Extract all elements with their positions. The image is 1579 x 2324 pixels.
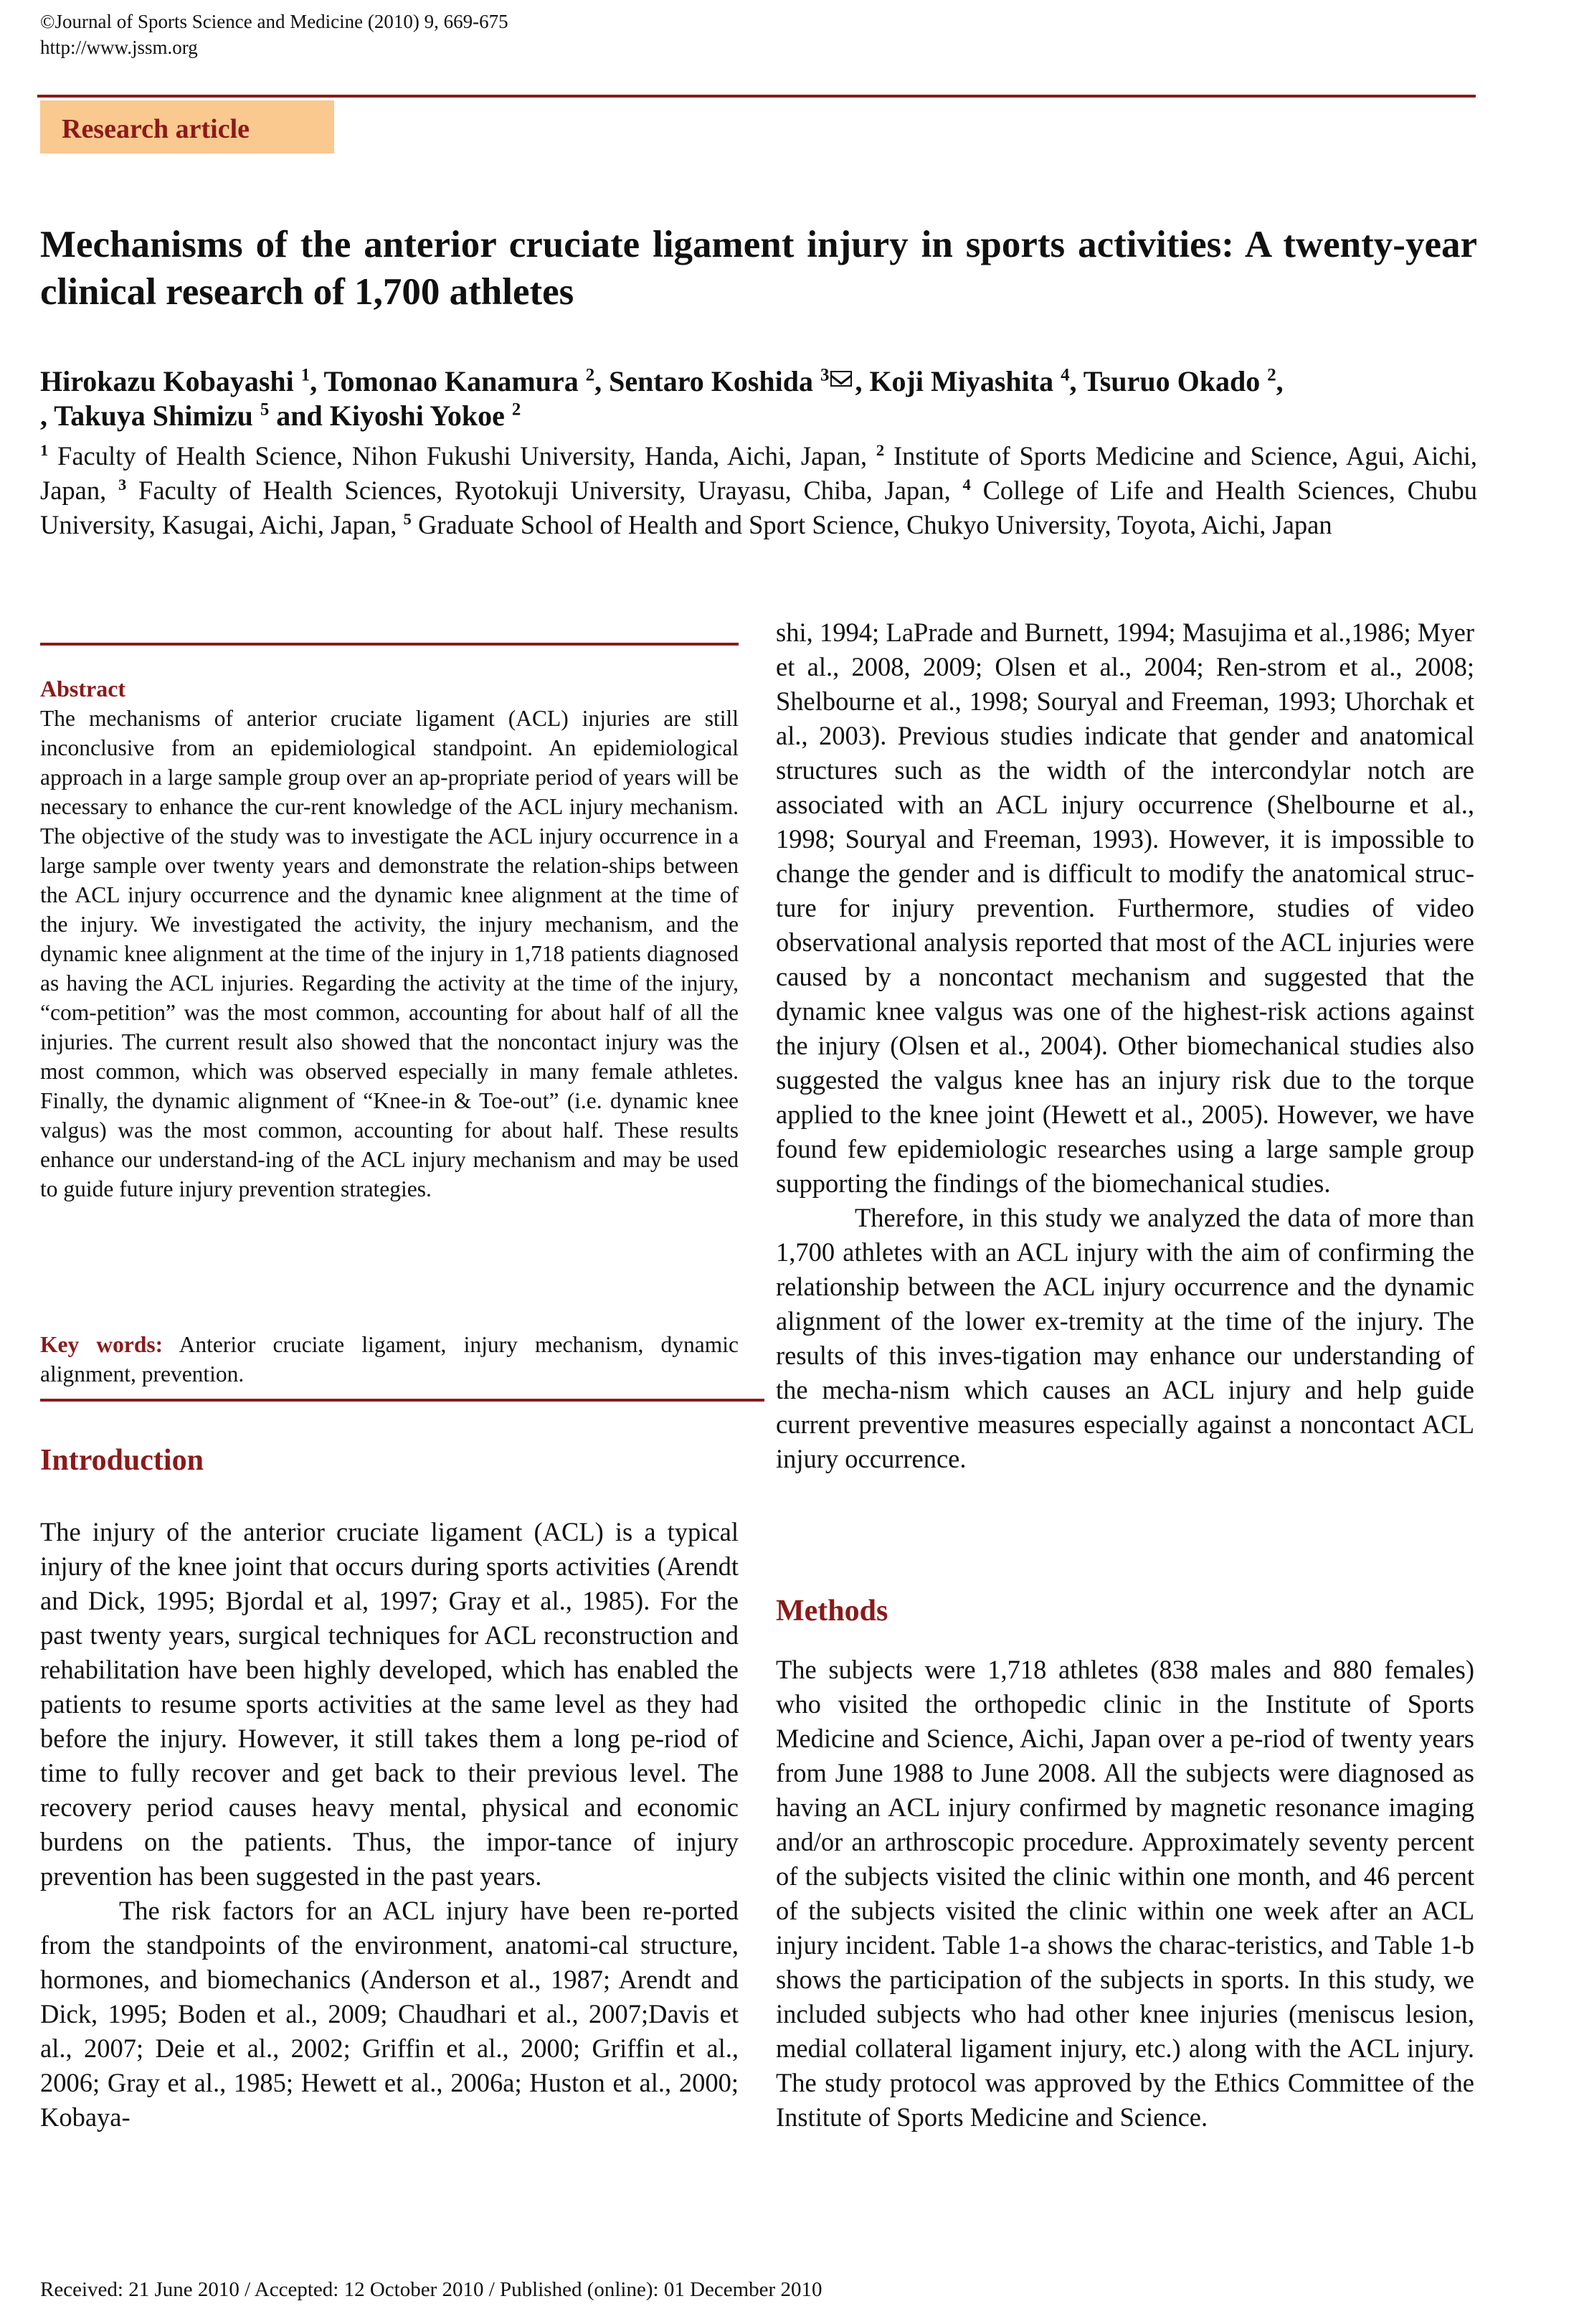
author-affiliation-number: 5 — [260, 400, 270, 420]
introduction-right-column — [776, 615, 1474, 1476]
affiliation-text: Faculty of Health Sciences, Ryotokuji University, Urayasu, Chiba, Japan, — [126, 476, 963, 505]
journal-url[interactable]: http://www.jssm.org — [40, 37, 198, 58]
paragraph: The risk factors for an ACL injury have been re-ported from the standpoints of the environment, anatomi-cal structure, hormones, and biomechanics (Anderson et al., 1987; Arendt and Dick, 1995; Boden et al., 2009; Chaudhari et al., 2007;Davis et al., 2007; Deie et al., 2002; Griffin et al., 2000; Griffin et al., 2006; Gray et al., 1985; Hewett et al., 2006a; Huston et al., 2000; Kobaya- — [40, 1896, 739, 2132]
article-type-badge — [40, 100, 334, 153]
author-name: Hirokazu Kobayashi — [40, 365, 294, 397]
abstract-bottom-rule — [40, 1399, 764, 1402]
abstract-top-rule — [40, 643, 739, 646]
paragraph: shi, 1994; LaPrade and Burnett, 1994; Masujima et al.,1986; Myer et al., 2008, 2009; Olsen et al., 2004; Ren-strom et al., 2008; Shelbourne et al., 1998; Souryal and Freeman, 1993; Uhorchak et al., 2003). Previous studies indicate that gender and anatomical structures such as the width of the intercondylar notch are associated with an ACL injury occurrence (Shelbourne et al., 1998; Souryal and Freeman, 1993). However, it is impossible to change the gender and is difficult to modify the anatomical struc-ture for injury prevention. Furthermore, studies of video observational analysis reported that most of the ACL injuries were caused by a noncontact mechanism and suggested that the dynamic knee valgus was one of the highest-risk actions against the injury (Olsen et al., 2004). Other biomechanical studies also suggested the valgus knee has an injury risk due to the torque applied to the knee joint (Hewett et al., 2005). However, we have found few epidemiologic researches using a large sample group supporting the findings of the biomechanical studies. — [776, 618, 1474, 1198]
methods-column — [776, 1653, 1474, 2135]
affiliation-number: 4 — [962, 475, 971, 493]
methods-heading: Methods — [776, 1595, 888, 1628]
author-name: , Sentaro Koshida — [594, 365, 814, 397]
affiliation-text: Institute of Sports Medicine and Science, Agui, Aichi, Japan, — [40, 441, 1478, 505]
abstract — [40, 674, 739, 1204]
paragraph: Therefore, in this study we analyzed the data of more than 1,700 athletes with an ACL injury with the aim of confirming the relationship between the ACL injury occurrence and the dynamic alignment of the lower ex-tremity at the time of the injury. The results of this inves-tigation may enhance our understanding of the mecha-nism which causes an ACL injury and help guide current preventive measures especially against a noncontact ACL injury occurrence. — [776, 1203, 1474, 1473]
paragraph: The injury of the anterior cruciate ligament (ACL) is a typical injury of the knee joint that occurs during sports activities (Arendt and Dick, 1995; Bjordal et al, 1997; Gray et al., 1985). For the past twenty years, surgical techniques for ACL reconstruction and rehabilitation have been highly developed, which has enabled the patients to resume sports activities at the same level as they had before the injury. However, it still takes them a long pe-riod of time to fully recover and get back to their previous level. The recovery period causes heavy mental, physical and economic burdens on the patients. Thus, the impor-tance of injury prevention has been suggested in the past years. — [40, 1517, 739, 1891]
keywords — [40, 1330, 739, 1389]
affiliation-number: 2 — [876, 440, 885, 459]
keywords-label: Key words: — [40, 1332, 163, 1357]
affiliation-number: 5 — [403, 509, 412, 528]
affiliation-number: 1 — [40, 440, 49, 459]
author-name: , Tomonao Kanamura — [310, 365, 579, 397]
affiliation-text: Graduate School of Health and Sport Science, Chukyo University, Toyota, Aichi, Japan — [411, 510, 1332, 539]
introduction-heading: Introduction — [40, 1444, 204, 1477]
abstract-heading: Abstract — [40, 676, 126, 702]
author-name: , Takuya Shimizu — [40, 400, 253, 432]
author-name: , Tsuruo Okado — [1069, 365, 1261, 397]
author-affiliation-number: 2 — [1267, 365, 1276, 385]
author-name: and Kiyoshi Yokoe — [269, 400, 505, 432]
publication-dates: Received: 21 June 2010 / Accepted: 12 October 2010 / Published (online): 01 December 2010 — [40, 2278, 822, 2301]
header-rule — [37, 95, 1476, 98]
badge-label: Research article — [62, 114, 250, 144]
author-list: Hirokazu Kobayashi $^1$, Tomonao Kanamura $^2$, Sentaro Koshida $^3$ , Koji Miyashita $^4$, Tsuruo Okado $^2$, , Takuya Shimizu $^5$ and Kiyoshi Yokoe $^2$ — [40, 365, 1284, 432]
envelope-icon[interactable] — [830, 371, 852, 387]
affiliation-text: College of Life and Health Sciences, Chubu University, Kasugai, Aichi, Japan, — [40, 476, 1477, 539]
author-affiliation-number: 1 — [300, 365, 310, 385]
author-affiliation-number: 4 — [1061, 365, 1070, 385]
article-title: Mechanisms of the anterior cruciate ligament injury in sports activities: A twenty-year clinical research of 1,700 athletes — [40, 224, 1477, 313]
author-affiliation-number: 2 — [585, 365, 595, 385]
paragraph: The subjects were 1,718 athletes (838 males and 880 females) who visited the orthopedic clinic in the Institute of Sports Medicine and Science, Aichi, Japan over a pe-riod of twenty years from June 1988 to June 2008. All the subjects were diagnosed as having an ACL injury confirmed by magnetic resonance imaging and/or an arthroscopic procedure. Approximately seventy percent of the subjects visited the clinic within one month, and 46 percent of the subjects visited the clinic within one week after an ACL injury incident. Table 1-a shows the charac-teristics, and Table 1-b shows the participation of the subjects in sports. In this study, we included subjects who had other knee injuries (meniscus lesion, medial collateral ligament injury, etc.) along with the ACL injury. The study protocol was approved by the Ethics Committee of the Institute of Sports Medicine and Science. — [776, 1655, 1474, 2132]
affiliation-number: 3 — [118, 475, 127, 493]
affiliation-text: Faculty of Health Science, Nihon Fukushi University, Handa, Aichi, Japan, — [48, 441, 876, 471]
abstract-text: The mechanisms of anterior cruciate ligament (ACL) injuries are still inconclusive from an epidemiological standpoint. An epidemiological approach in a large sample group over an ap-propriate period of years will be necessary to enhance the cur-rent knowledge of the ACL injury mechanism. The objective of the study was to investigate the ACL injury occurrence in a large sample over twenty years and demonstrate the relation-ships between the ACL injury occurrence and the dynamic knee alignment at the time of the injury. We investigated the activity, the injury mechanism, and the dynamic knee alignment at the time of the injury in 1,718 patients diagnosed as having the ACL injuries. Regarding the activity at the time of the injury, “com-petition” was the most common, accounting for about half of all the injuries. The current result also showed that the noncontact injury was the most common, which was observed especially in many female athletes. Finally, the dynamic alignment of “Knee-in & Toe-out” (i.e. dynamic knee valgus) was the most common, accounting for about half. These results enhance our understand-ing of the ACL injury mechanism and may be used to guide future injury prevention strategies. — [40, 706, 739, 1201]
affiliations — [40, 439, 1477, 542]
author-affiliation-number: 3 — [820, 365, 830, 385]
journal-citation: ©Journal of Sports Science and Medicine (2010) 9, 669-675 — [40, 11, 508, 32]
introduction-left-column — [40, 1515, 739, 2135]
keywords-text: Anterior cruciate ligament, injury mechanism, dynamic alignment, prevention. — [40, 1332, 739, 1387]
author-name: , Koji Miyashita — [855, 365, 1054, 397]
author-affiliation-number: 2 — [511, 400, 521, 420]
